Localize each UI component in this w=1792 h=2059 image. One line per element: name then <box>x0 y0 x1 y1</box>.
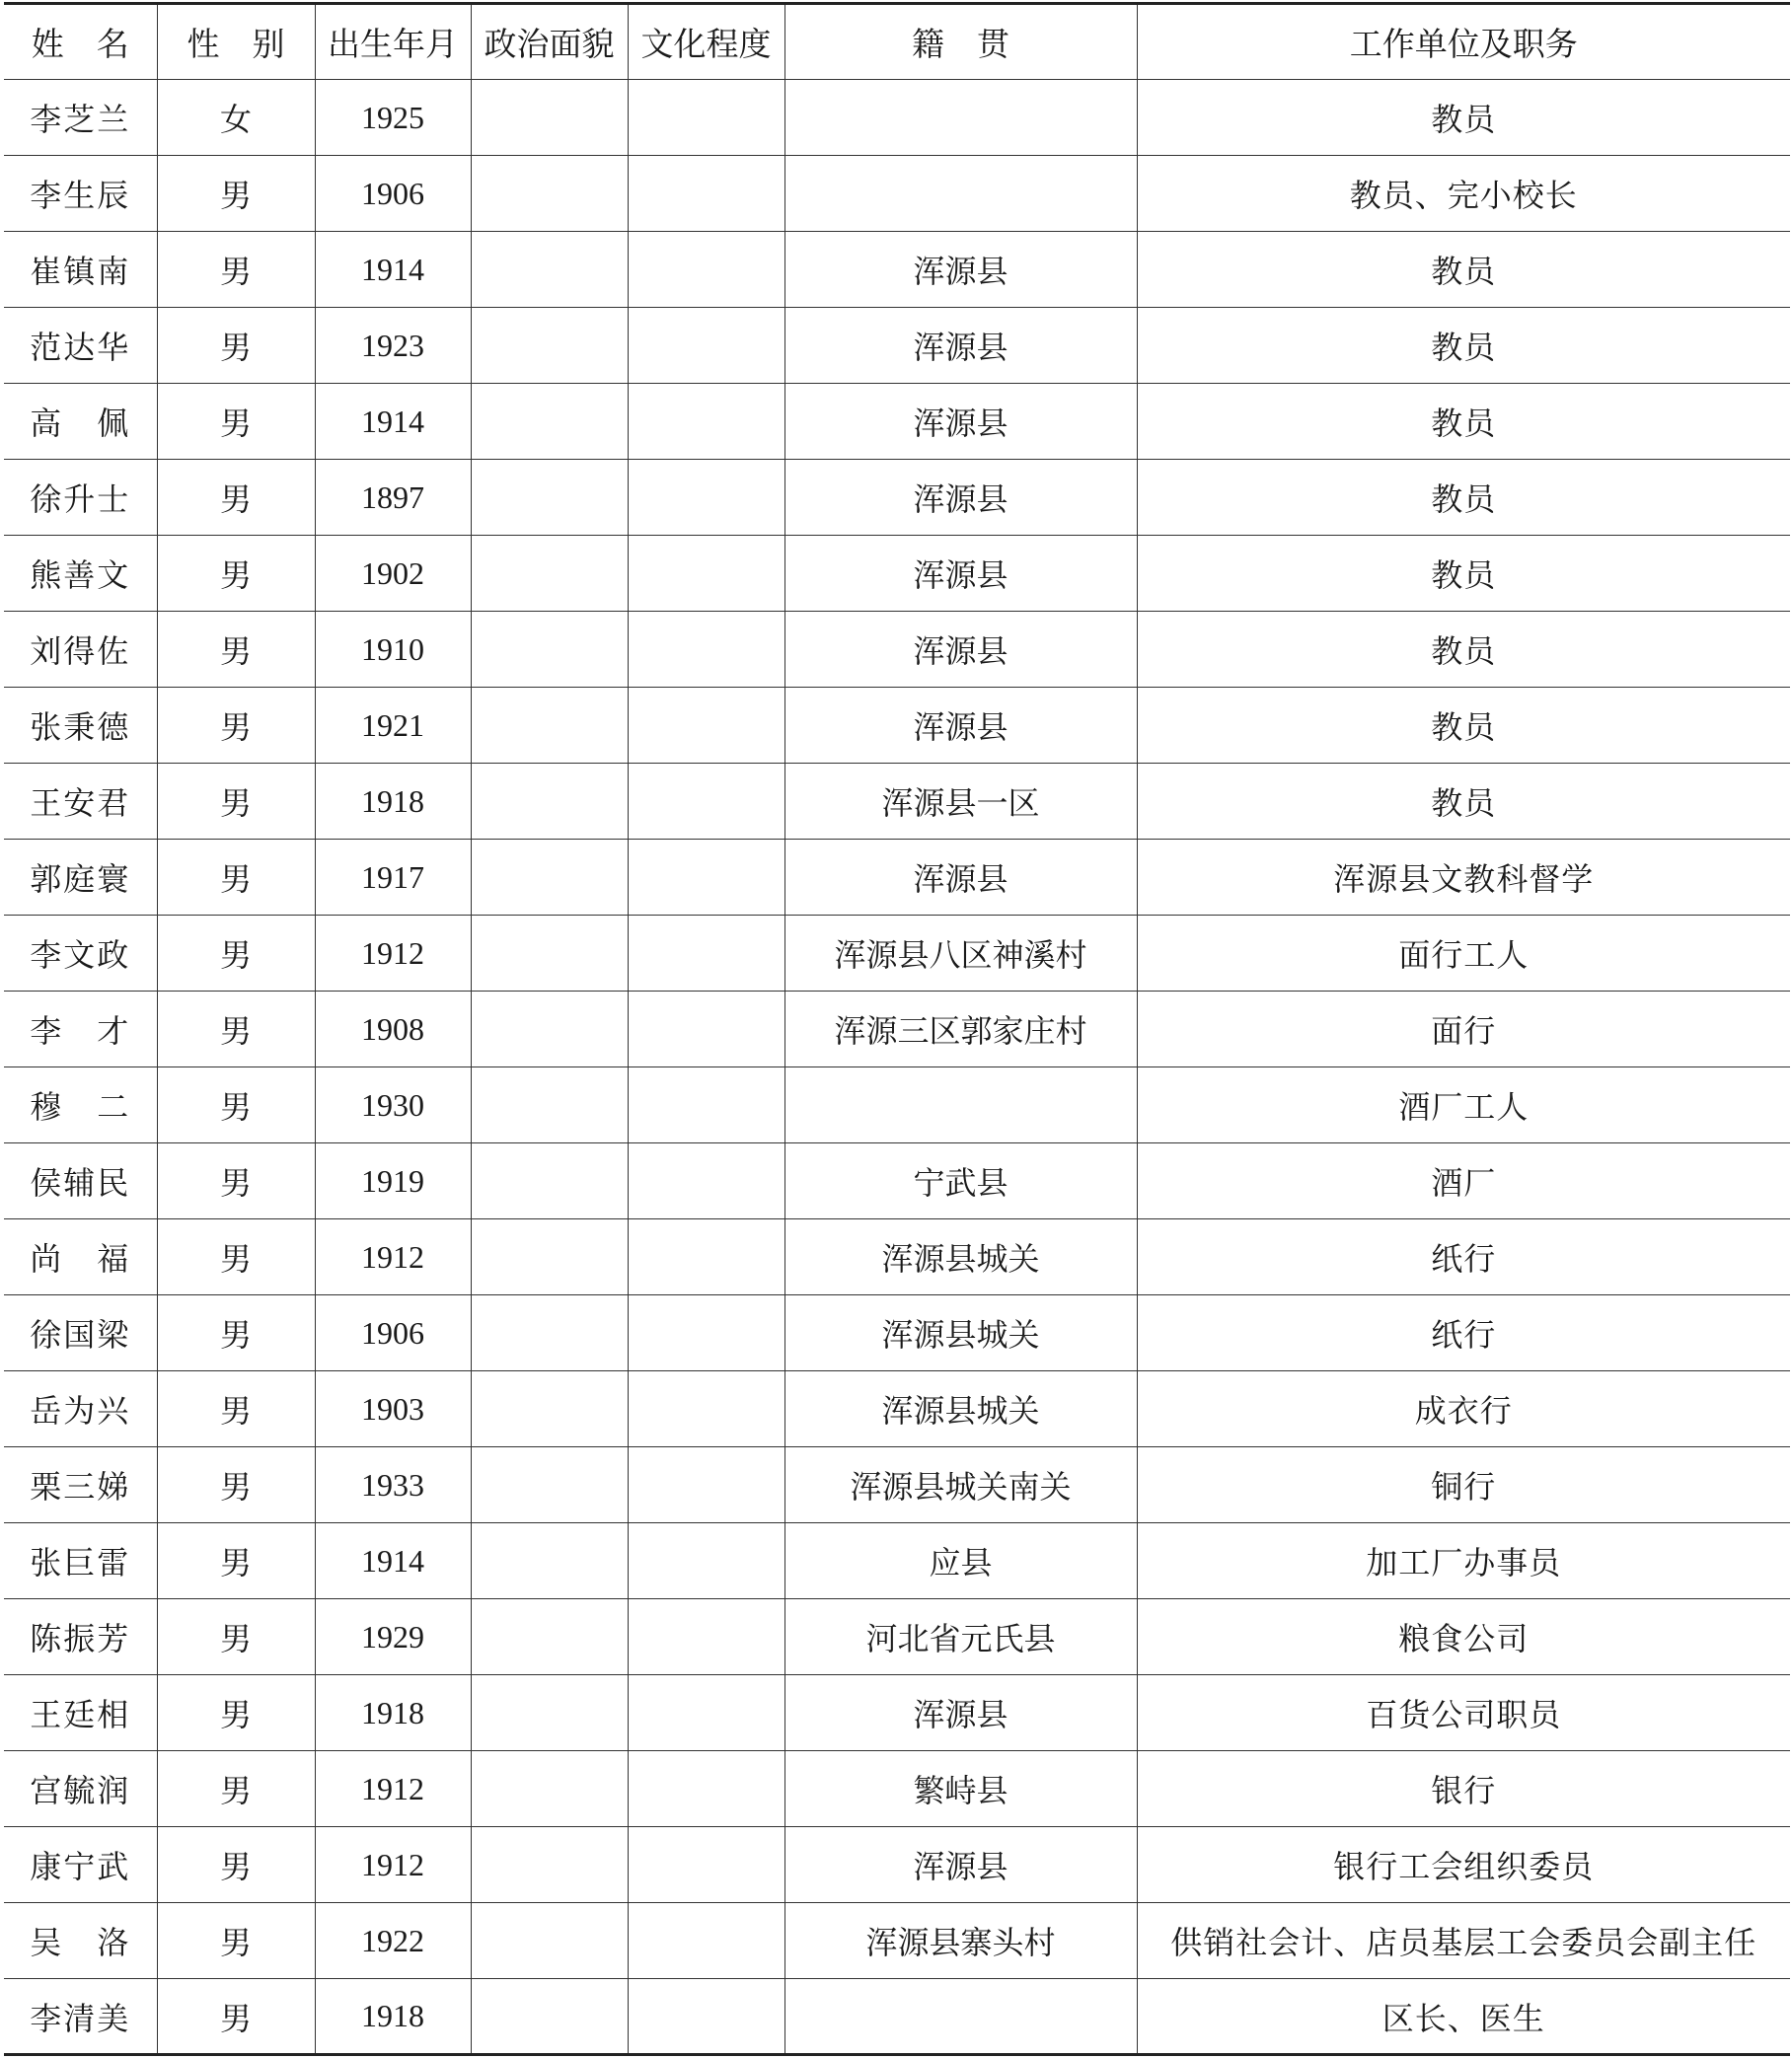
header-birth: 出生年月 <box>315 4 471 80</box>
cell-birth: 1923 <box>315 308 471 384</box>
cell-work: 酒厂 <box>1137 1143 1790 1219</box>
cell-political <box>471 1751 628 1827</box>
cell-work: 教员 <box>1137 80 1790 156</box>
cell-origin <box>784 1979 1137 2055</box>
cell-education <box>628 1979 784 2055</box>
cell-education <box>628 612 784 688</box>
cell-work: 纸行 <box>1137 1219 1790 1295</box>
cell-political <box>471 1827 628 1903</box>
cell-work: 教员 <box>1137 764 1790 840</box>
cell-work: 成衣行 <box>1137 1371 1790 1447</box>
cell-work: 教员、完小校长 <box>1137 156 1790 232</box>
cell-birth: 1906 <box>315 156 471 232</box>
cell-origin: 浑源县 <box>784 1675 1137 1751</box>
cell-work: 教员 <box>1137 232 1790 308</box>
cell-birth: 1925 <box>315 80 471 156</box>
header-political: 政治面貌 <box>471 4 628 80</box>
cell-sex: 男 <box>157 1599 315 1675</box>
cell-sex: 男 <box>157 612 315 688</box>
cell-work: 教员 <box>1137 384 1790 460</box>
cell-sex: 男 <box>157 384 315 460</box>
cell-education <box>628 1143 784 1219</box>
header-education: 文化程度 <box>628 4 784 80</box>
cell-name: 郭庭寰 <box>4 840 157 916</box>
cell-political <box>471 1903 628 1979</box>
table-row <box>4 1675 1790 1751</box>
cell-education <box>628 992 784 1067</box>
cell-origin: 浑源县 <box>784 460 1137 536</box>
cell-origin: 浑源县 <box>784 384 1137 460</box>
cell-education <box>628 916 784 992</box>
cell-political <box>471 1371 628 1447</box>
cell-political <box>471 1067 628 1143</box>
table-row <box>4 1979 1790 2055</box>
cell-political <box>471 460 628 536</box>
cell-work: 加工厂办事员 <box>1137 1523 1790 1599</box>
cell-name: 熊善文 <box>4 536 157 612</box>
cell-political <box>471 916 628 992</box>
personnel-table <box>4 2 1790 2056</box>
cell-birth: 1912 <box>315 1827 471 1903</box>
cell-political <box>471 156 628 232</box>
cell-name: 康宁武 <box>4 1827 157 1903</box>
cell-work: 浑源县文教科督学 <box>1137 840 1790 916</box>
cell-education <box>628 232 784 308</box>
cell-birth: 1921 <box>315 688 471 764</box>
cell-name: 宫毓润 <box>4 1751 157 1827</box>
cell-origin: 浑源县一区 <box>784 764 1137 840</box>
cell-sex: 男 <box>157 460 315 536</box>
table-row <box>4 1903 1790 1979</box>
cell-education <box>628 384 784 460</box>
cell-political <box>471 992 628 1067</box>
cell-education <box>628 1447 784 1523</box>
table-row <box>4 536 1790 612</box>
cell-sex: 男 <box>157 156 315 232</box>
table-row <box>4 840 1790 916</box>
cell-sex: 男 <box>157 1903 315 1979</box>
cell-sex: 男 <box>157 1067 315 1143</box>
cell-name: 李文政 <box>4 916 157 992</box>
table-row <box>4 1219 1790 1295</box>
cell-birth: 1929 <box>315 1599 471 1675</box>
cell-birth: 1914 <box>315 384 471 460</box>
cell-name: 穆 二 <box>4 1067 157 1143</box>
cell-sex: 男 <box>157 992 315 1067</box>
cell-education <box>628 1751 784 1827</box>
cell-education <box>628 536 784 612</box>
cell-work: 纸行 <box>1137 1295 1790 1371</box>
table-body <box>4 80 1790 2055</box>
cell-name: 岳为兴 <box>4 1371 157 1447</box>
cell-political <box>471 764 628 840</box>
cell-sex: 男 <box>157 1219 315 1295</box>
cell-birth: 1906 <box>315 1295 471 1371</box>
cell-political <box>471 840 628 916</box>
cell-origin <box>784 1067 1137 1143</box>
cell-birth: 1908 <box>315 992 471 1067</box>
cell-political <box>471 1447 628 1523</box>
cell-origin: 浑源县 <box>784 308 1137 384</box>
cell-name: 陈振芳 <box>4 1599 157 1675</box>
cell-name: 崔镇南 <box>4 232 157 308</box>
cell-origin <box>784 156 1137 232</box>
cell-origin: 宁武县 <box>784 1143 1137 1219</box>
cell-work: 银行工会组织委员 <box>1137 1827 1790 1903</box>
cell-birth: 1918 <box>315 1675 471 1751</box>
cell-education <box>628 1295 784 1371</box>
cell-birth: 1897 <box>315 460 471 536</box>
cell-education <box>628 1219 784 1295</box>
header-origin: 籍 贯 <box>784 4 1137 80</box>
cell-name: 李 才 <box>4 992 157 1067</box>
cell-origin: 浑源县 <box>784 1827 1137 1903</box>
cell-education <box>628 1599 784 1675</box>
cell-origin <box>784 80 1137 156</box>
cell-birth: 1914 <box>315 232 471 308</box>
cell-name: 王廷相 <box>4 1675 157 1751</box>
cell-birth: 1918 <box>315 764 471 840</box>
table-row <box>4 1523 1790 1599</box>
cell-education <box>628 80 784 156</box>
table-row <box>4 308 1790 384</box>
cell-birth: 1914 <box>315 1523 471 1599</box>
cell-origin: 浑源县 <box>784 688 1137 764</box>
cell-origin: 浑源县寨头村 <box>784 1903 1137 1979</box>
cell-sex: 男 <box>157 308 315 384</box>
table-row <box>4 992 1790 1067</box>
cell-work: 区长、医生 <box>1137 1979 1790 2055</box>
table-row <box>4 232 1790 308</box>
cell-education <box>628 1067 784 1143</box>
cell-sex: 男 <box>157 840 315 916</box>
cell-origin: 应县 <box>784 1523 1137 1599</box>
cell-birth: 1910 <box>315 612 471 688</box>
cell-work: 面行工人 <box>1137 916 1790 992</box>
cell-name: 李清美 <box>4 1979 157 2055</box>
cell-education <box>628 840 784 916</box>
cell-education <box>628 1827 784 1903</box>
cell-name: 李芝兰 <box>4 80 157 156</box>
cell-sex: 男 <box>157 916 315 992</box>
cell-political <box>471 612 628 688</box>
cell-political <box>471 1219 628 1295</box>
cell-work: 酒厂工人 <box>1137 1067 1790 1143</box>
header-sex: 性 别 <box>157 4 315 80</box>
cell-sex: 男 <box>157 1751 315 1827</box>
cell-work: 教员 <box>1137 460 1790 536</box>
table-row <box>4 612 1790 688</box>
cell-education <box>628 460 784 536</box>
cell-origin: 浑源县 <box>784 612 1137 688</box>
cell-name: 侯辅民 <box>4 1143 157 1219</box>
table-row <box>4 1447 1790 1523</box>
cell-sex: 男 <box>157 232 315 308</box>
cell-origin: 浑源县八区神溪村 <box>784 916 1137 992</box>
header-work: 工作单位及职务 <box>1137 4 1790 80</box>
cell-political <box>471 1295 628 1371</box>
table-row <box>4 1827 1790 1903</box>
cell-political <box>471 232 628 308</box>
cell-education <box>628 1371 784 1447</box>
cell-birth: 1912 <box>315 1751 471 1827</box>
table-row <box>4 1067 1790 1143</box>
cell-work: 教员 <box>1137 308 1790 384</box>
table-row <box>4 1751 1790 1827</box>
table-row <box>4 1371 1790 1447</box>
cell-work: 铜行 <box>1137 1447 1790 1523</box>
cell-origin: 浑源县城关 <box>784 1371 1137 1447</box>
table-row <box>4 80 1790 156</box>
cell-work: 教员 <box>1137 688 1790 764</box>
cell-origin: 浑源县 <box>784 232 1137 308</box>
cell-education <box>628 1523 784 1599</box>
cell-education <box>628 764 784 840</box>
cell-name: 栗三娣 <box>4 1447 157 1523</box>
table-header-row <box>4 4 1790 80</box>
cell-political <box>471 1979 628 2055</box>
cell-political <box>471 1523 628 1599</box>
cell-sex: 男 <box>157 1371 315 1447</box>
table-row <box>4 384 1790 460</box>
header-name: 姓 名 <box>4 4 157 80</box>
cell-origin: 繁峙县 <box>784 1751 1137 1827</box>
cell-origin: 浑源三区郭家庄村 <box>784 992 1137 1067</box>
table-row <box>4 1295 1790 1371</box>
cell-name: 李生辰 <box>4 156 157 232</box>
cell-origin: 浑源县城关 <box>784 1219 1137 1295</box>
cell-birth: 1902 <box>315 536 471 612</box>
cell-name: 徐国梁 <box>4 1295 157 1371</box>
cell-birth: 1919 <box>315 1143 471 1219</box>
cell-origin: 浑源县 <box>784 536 1137 612</box>
table-row <box>4 1143 1790 1219</box>
cell-origin: 浑源县 <box>784 840 1137 916</box>
cell-sex: 男 <box>157 1523 315 1599</box>
cell-political <box>471 536 628 612</box>
cell-origin: 浑源县城关 <box>784 1295 1137 1371</box>
cell-birth: 1912 <box>315 916 471 992</box>
cell-political <box>471 1599 628 1675</box>
cell-sex: 男 <box>157 764 315 840</box>
table-row <box>4 1599 1790 1675</box>
cell-birth: 1903 <box>315 1371 471 1447</box>
cell-political <box>471 308 628 384</box>
cell-political <box>471 688 628 764</box>
cell-sex: 男 <box>157 536 315 612</box>
cell-education <box>628 308 784 384</box>
cell-work: 供销社会计、店员基层工会委员会副主任 <box>1137 1903 1790 1979</box>
cell-work: 百货公司职员 <box>1137 1675 1790 1751</box>
cell-political <box>471 80 628 156</box>
table-row <box>4 688 1790 764</box>
cell-work: 粮食公司 <box>1137 1599 1790 1675</box>
cell-sex: 女 <box>157 80 315 156</box>
cell-name: 张巨雷 <box>4 1523 157 1599</box>
cell-name: 范达华 <box>4 308 157 384</box>
cell-political <box>471 1675 628 1751</box>
cell-name: 吴 洛 <box>4 1903 157 1979</box>
cell-origin: 河北省元氏县 <box>784 1599 1137 1675</box>
cell-birth: 1912 <box>315 1219 471 1295</box>
cell-sex: 男 <box>157 1675 315 1751</box>
table-row <box>4 764 1790 840</box>
table-row <box>4 916 1790 992</box>
cell-work: 教员 <box>1137 536 1790 612</box>
cell-birth: 1918 <box>315 1979 471 2055</box>
cell-sex: 男 <box>157 1295 315 1371</box>
cell-sex: 男 <box>157 1447 315 1523</box>
cell-birth: 1930 <box>315 1067 471 1143</box>
cell-name: 尚 福 <box>4 1219 157 1295</box>
cell-political <box>471 384 628 460</box>
cell-origin: 浑源县城关南关 <box>784 1447 1137 1523</box>
cell-education <box>628 156 784 232</box>
cell-sex: 男 <box>157 1827 315 1903</box>
cell-name: 高 佩 <box>4 384 157 460</box>
cell-work: 教员 <box>1137 612 1790 688</box>
cell-name: 刘得佐 <box>4 612 157 688</box>
cell-birth: 1922 <box>315 1903 471 1979</box>
cell-education <box>628 688 784 764</box>
cell-political <box>471 1143 628 1219</box>
cell-birth: 1933 <box>315 1447 471 1523</box>
cell-name: 王安君 <box>4 764 157 840</box>
cell-sex: 男 <box>157 688 315 764</box>
cell-work: 面行 <box>1137 992 1790 1067</box>
cell-name: 张秉德 <box>4 688 157 764</box>
cell-sex: 男 <box>157 1143 315 1219</box>
cell-sex: 男 <box>157 1979 315 2055</box>
cell-name: 徐升士 <box>4 460 157 536</box>
cell-birth: 1917 <box>315 840 471 916</box>
cell-education <box>628 1675 784 1751</box>
table-row <box>4 156 1790 232</box>
cell-education <box>628 1903 784 1979</box>
table-row <box>4 460 1790 536</box>
cell-work: 银行 <box>1137 1751 1790 1827</box>
